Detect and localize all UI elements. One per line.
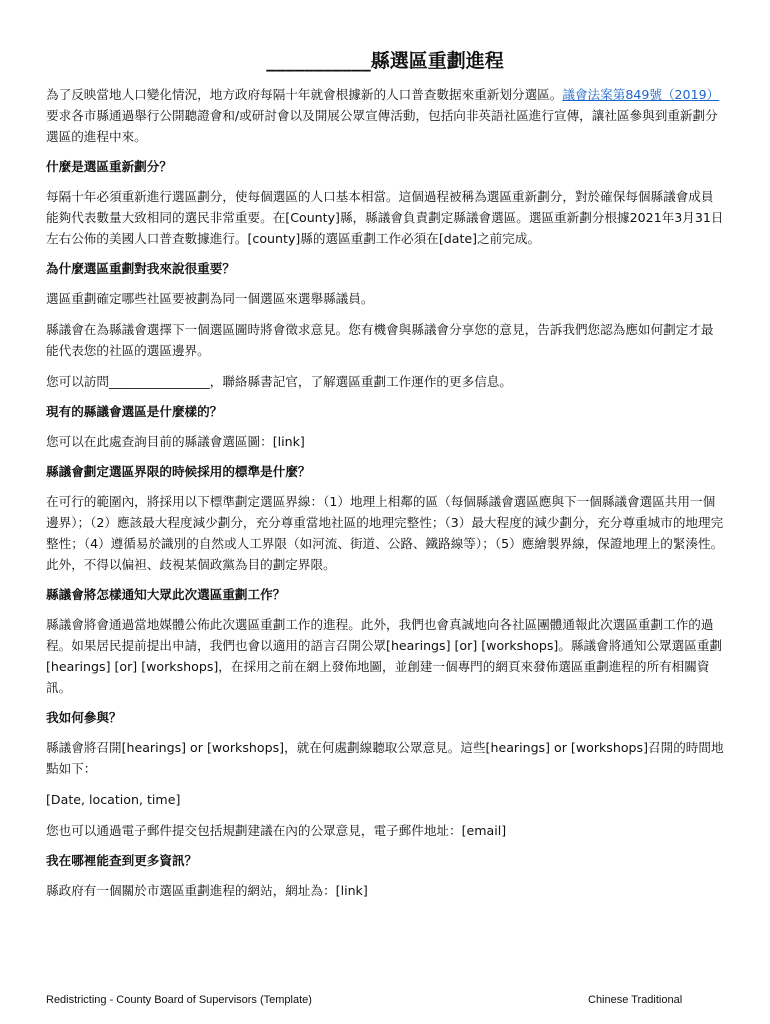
assembly-bill-link[interactable]: 議會法案第849號（2019） bbox=[562, 87, 720, 102]
heading-more-info: 我在哪裡能查到更多資訊？ bbox=[46, 853, 198, 868]
paragraph: 縣議會將召開[hearings] or [workshops]，就在何處劃線聽取公眾意見。這些[hearings] or [workshops]召開的時間地點如下： bbox=[46, 740, 724, 776]
intro-text-after: 要求各市縣通過舉行公開聽證會和/或研討會以及開展公眾宣傳活動，包括向非英語社區進行宣傳，讓社區參與到重新劃分選區的進程中來。 bbox=[46, 108, 718, 144]
paragraph: 您可以訪問________________，聯絡縣書記官，了解選區重劃工作運作的更多信息。 bbox=[46, 374, 512, 389]
heading-what-is-redistricting: 什麼是選區重新劃分？ bbox=[46, 159, 172, 174]
paragraph: 在可行的範圍內，將採用以下標準劃定選區界線：（1）地理上相鄰的區（每個縣議會選區應與下一個縣議會選區共用一個邊界）；（2）應該最大程度減少劃分，充分尊重當地社區的地理完整性；（3）最大程度的減少劃分，充分尊重城市的地理完整性；（4）遵循易於識別的自然或人工界限（如河流、街道、公路、鐵路線等）；（5）應繪製界線，保證地理上的緊湊性。此外，不得以偏袒、歧視某個政黨為目的劃定界限。 bbox=[46, 494, 724, 572]
paragraph: 選區重劃確定哪些社區要被劃為同一個選區來選舉縣議員。 bbox=[46, 291, 374, 306]
footer-right: Chinese Traditional bbox=[588, 994, 683, 1006]
paragraph: 您也可以通過電子郵件提交包括規劃建議在內的公眾意見，電子郵件地址：[email] bbox=[46, 823, 507, 838]
document-body bbox=[46, 84, 726, 911]
title-blank: ___________ bbox=[266, 50, 371, 72]
heading-how-participate: 我如何參與？ bbox=[46, 710, 122, 725]
paragraph: 縣政府有一個關於市選區重劃進程的網站，網址為：[link] bbox=[46, 883, 368, 898]
paragraph: 您可以在此處查詢目前的縣議會選區圖：[link] bbox=[46, 434, 305, 449]
paragraph: 縣議會將會通過當地媒體公佈此次選區重劃工作的進程。此外，我們也會真誠地向各社區團體通報此次選區重劃工作的過程。如果居民提前提出申請，我們也會以適用的語言召開公眾[hearings] [or] [workshops]。縣議會將通知公眾選區重劃[hearings] [or] [workshops]，在採用之前在網上發佈地圖，並創建一個專門的網頁來發佈選區重劃進程的所有相關資訊。 bbox=[46, 617, 723, 695]
heading-current-districts: 現有的縣議會選區是什麼樣的？ bbox=[46, 404, 223, 419]
paragraph: [Date, location, time] bbox=[46, 792, 181, 807]
heading-notify-public: 縣議會將怎樣通知大眾此次選區重劃工作？ bbox=[46, 587, 286, 602]
intro-text-before: 為了反映當地人口變化情況，地方政府每隔十年就會根據新的人口普查數据來重新划分選區。 bbox=[46, 87, 563, 102]
paragraph: 縣議會在為縣議會選擇下一個選區圖時將會徵求意見。您有機會與縣議會分享您的意見，告訴我們您認為應如何劃定才最能代表您的社區的選區邊界。 bbox=[46, 322, 714, 358]
title-text: 縣選區重劃進程 bbox=[370, 50, 504, 72]
page-title bbox=[0, 48, 770, 74]
paragraph: 每隔十年必須重新進行選區劃分，使每個選區的人口基本相當。這個過程被稱為選區重新劃分，對於確保每個縣議會成員能夠代表數量大致相同的選民非常重要。在[County]縣，縣議會負責劃定縣議會選區。選區重新劃分根據2021年3月31日左右公佈的美國人口普查數據進行。[county]縣的選區重劃工作必須在[date]之前完成。 bbox=[46, 189, 724, 246]
intro-paragraph bbox=[46, 84, 726, 147]
footer-left: Redistricting - County Board of Supervisors (Template) bbox=[46, 994, 312, 1006]
heading-criteria: 縣議會劃定選區界限的時候採用的標準是什麼？ bbox=[46, 464, 311, 479]
heading-why-important: 為什麼選區重劃對我來說很重要？ bbox=[46, 261, 235, 276]
